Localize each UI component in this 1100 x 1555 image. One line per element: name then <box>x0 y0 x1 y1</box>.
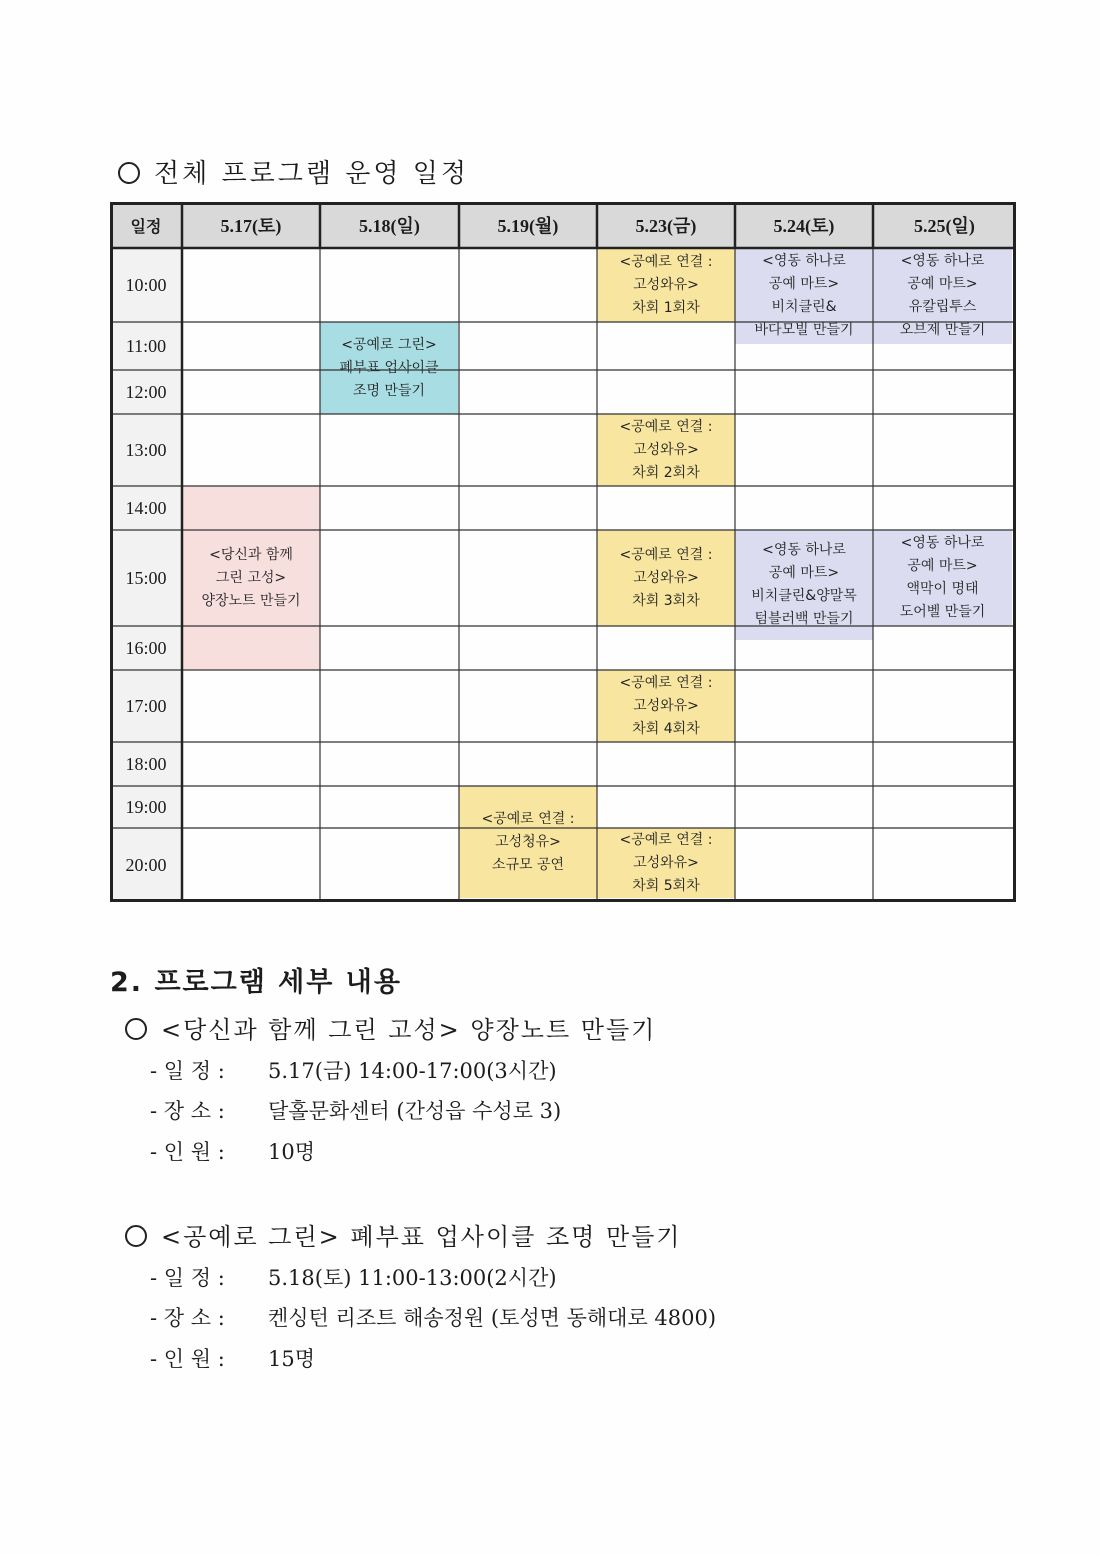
time-label: 16:00 <box>125 637 167 658</box>
time-label: 13:00 <box>125 439 167 460</box>
program-1-date: - 일 정 : 5.17(금) 14:00-17:00(3시간) <box>150 1059 557 1083</box>
time-label: 10:00 <box>125 274 167 295</box>
header-date-0523: 5.23(금) <box>635 216 697 236</box>
event-517-notebook: <당신과 함께 그린 고성> 양장노트 만들기 <box>182 486 320 670</box>
event-523-session-2: <공예로 연결 : 고성와유> 차회 2회차 <box>597 414 735 486</box>
table-grid <box>110 202 1016 902</box>
section2-title: 2. 프로그램 세부 내용 <box>110 967 402 998</box>
program-2-place: - 장 소 : 켄싱턴 리조트 해송정원 (토성면 동해대로 4800) <box>150 1306 717 1330</box>
event-524-tumbler-bag: <영동 하나로 공예 마트> 비치클린&양말목 텀블러백 만들기 <box>735 530 873 640</box>
event-523-session-5: <공예로 연결 : 고성와유> 차회 5회차 <box>597 828 735 898</box>
time-label: 12:00 <box>125 381 167 402</box>
event-518-buoy-lamp: <공예로 그린> 폐부표 업사이클 조명 만들기 <box>320 322 458 414</box>
time-label: 15:00 <box>125 567 167 588</box>
program-2-capacity: - 인 원 : 15명 <box>150 1347 316 1371</box>
header-date-0517: 5.17(토) <box>220 216 282 236</box>
time-label: 18:00 <box>125 753 167 774</box>
header-corner: 일정 <box>130 216 162 236</box>
event-524-beach-mobile: <영동 하나로 공예 마트> 비치클린& 바다모빌 만들기 <box>735 248 873 344</box>
program-1-title: <당신과 함께 그린 고성> 양장노트 만들기 <box>125 1010 656 1045</box>
time-label: 11:00 <box>125 335 167 356</box>
event-523-session-4: <공예로 연결 : 고성와유> 차회 4회차 <box>597 670 735 742</box>
header-date-0524: 5.24(토) <box>773 216 835 236</box>
header-date-0518: 5.18(일) <box>359 216 420 236</box>
event-525-eucalyptus: <영동 하나로 공예 마트> 유칼립투스 오브제 만들기 <box>873 248 1012 344</box>
time-label: 20:00 <box>125 854 167 875</box>
program-1-capacity: - 인 원 : 10명 <box>150 1140 316 1164</box>
circle-bullet-icon <box>125 1018 147 1040</box>
schedule-heading: 전체 프로그램 운영 일정 <box>118 153 469 190</box>
event-519-performance: <공예로 연결 : 고성청유> 소규모 공연 <box>459 786 597 898</box>
event-523-session-1: <공예로 연결 : 고성와유> 차회 1회차 <box>597 248 735 322</box>
schedule-table <box>110 202 1016 902</box>
time-label: 17:00 <box>125 695 167 716</box>
time-label: 19:00 <box>125 796 167 817</box>
program-1-place: - 장 소 : 달홀문화센터 (간성읍 수성로 3) <box>150 1099 562 1123</box>
circle-bullet-icon <box>118 162 140 184</box>
program-2-title: <공예로 그린> 폐부표 업사이클 조명 만들기 <box>125 1217 682 1252</box>
time-label: 14:00 <box>125 497 167 518</box>
header-date-0519: 5.19(월) <box>497 216 559 236</box>
circle-bullet-icon <box>125 1225 147 1247</box>
event-523-session-3: <공예로 연결 : 고성와유> 차회 3회차 <box>597 530 735 626</box>
event-525-doorbell: <영동 하나로 공예 마트> 액막이 명태 도어벨 만들기 <box>873 530 1012 626</box>
program-2-date: - 일 정 : 5.18(토) 11:00-13:00(2시간) <box>150 1266 557 1290</box>
header-date-0525: 5.25(일) <box>914 216 975 236</box>
